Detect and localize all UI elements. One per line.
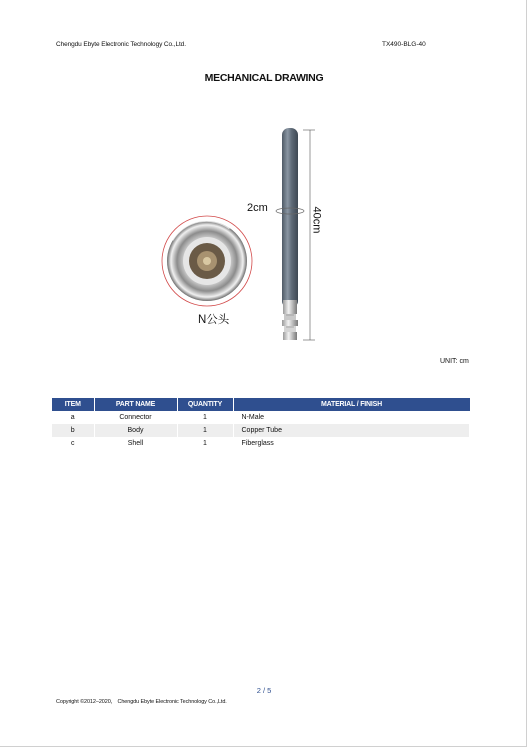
header-model: TX490-BLG-40 [382, 41, 426, 48]
cell-quantity: 1 [177, 411, 233, 424]
page-number: 2 / 5 [256, 686, 272, 695]
antenna-rod [282, 128, 298, 340]
cell-quantity: 1 [177, 424, 233, 437]
cell-part-name: Body [94, 424, 177, 437]
page-title: MECHANICAL DRAWING [204, 72, 324, 84]
header-company: Chengdu Ebyte Electronic Technology Co.,Ltd. [56, 41, 186, 48]
antenna-drawing [150, 120, 350, 350]
header-material: MATERIAL / FINISH [233, 398, 470, 411]
cell-material: Fiberglass [233, 437, 470, 450]
cell-part-name: Shell [94, 437, 177, 450]
table-row [52, 411, 470, 424]
table-row [52, 437, 470, 450]
table-row [52, 424, 470, 437]
cell-item: b [52, 424, 94, 437]
cell-item: c [52, 437, 94, 450]
table-header-row [52, 398, 470, 411]
length-label: 40cm [310, 206, 323, 234]
n-connector-photo [162, 216, 252, 306]
unit-label: UNIT: cm [440, 358, 469, 365]
header-item: ITEM [52, 398, 94, 411]
cell-item: a [52, 411, 94, 424]
header-quantity: QUANTITY [177, 398, 233, 411]
diameter-label: 2cm [247, 202, 268, 214]
footer-copyright: Copyright ©2012–2020， Chengdu Ebyte Electronic Technology Co.,Ltd. [56, 699, 227, 705]
parts-table [52, 398, 470, 450]
cell-material: N-Male [233, 411, 470, 424]
cell-quantity: 1 [177, 437, 233, 450]
connector-label: N公头 [198, 314, 230, 326]
cell-part-name: Connector [94, 411, 177, 424]
cell-material: Copper Tube [233, 424, 470, 437]
header-part-name: PART NAME [94, 398, 177, 411]
length-dimension [303, 130, 315, 340]
